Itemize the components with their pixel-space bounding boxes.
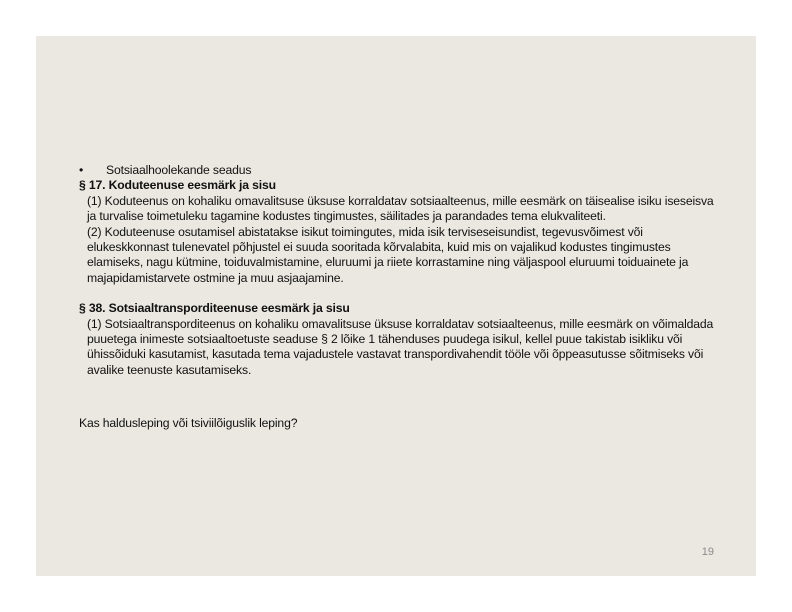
section-38-paragraph-1: (1) Sotsiaaltransporditeenus on kohaliku omavalitsuse üksuse korraldatav sotsiaalteenus, mille eesmärk on võimaldada puuetega inimeste sotsiaaltoetuste seaduse § 2 lõike 1 tähenduses puudega isikul, kellel puue takistab isikliku või ühissõiduki kasutamist, kasutada tema vajadustele vastavat transpordivahendit tööle või õppeasutusse sõitmiseks või avalike teenuste kasutamiseks. bbox=[87, 316, 714, 377]
slide bbox=[36, 36, 756, 576]
page-number: 19 bbox=[701, 546, 714, 558]
spacer bbox=[79, 378, 719, 416]
spacer bbox=[79, 286, 719, 301]
question-text: Kas haldusleping või tsiviilõiguslik leping? bbox=[79, 416, 298, 431]
bullet-item bbox=[79, 163, 719, 178]
slide-content bbox=[79, 163, 719, 432]
section-38-heading: § 38. Sotsiaaltransporditeenuse eesmärk ja sisu bbox=[79, 301, 350, 316]
section-17-heading: § 17. Koduteenuse eesmärk ja sisu bbox=[79, 178, 276, 193]
section-17-paragraph-2: (2) Koduteenuse osutamisel abistatakse isikut toimingutes, mida isik terviseseisundist, tegevusvõimest või elukeskkonnast tulenevatel põhjustel ei suuda sooritada kõrvalabita, kuid mis on vajalikud kodustes tingimustes elamiseks, nagu kütmine, toiduvalmistamine, eluruumi ja riiete korrastamine ning väljaspool eluruumi toiduainete ja majapidamistarvete ostmine ja muu asjaajamine. bbox=[87, 224, 689, 285]
section-17-paragraph-1: (1) Koduteenus on kohaliku omavalitsuse üksuse korraldatav sotsiaalteenus, mille eesmärk on täisealise isiku iseseisva ja turvalise toimetuleku tagamine kodustes tingimustes, säilitades ja parandades tema elukvaliteeti. bbox=[87, 193, 714, 224]
bullet-text: Sotsiaalhoolekande seadus bbox=[106, 163, 252, 177]
bullet-symbol: • bbox=[79, 163, 84, 177]
